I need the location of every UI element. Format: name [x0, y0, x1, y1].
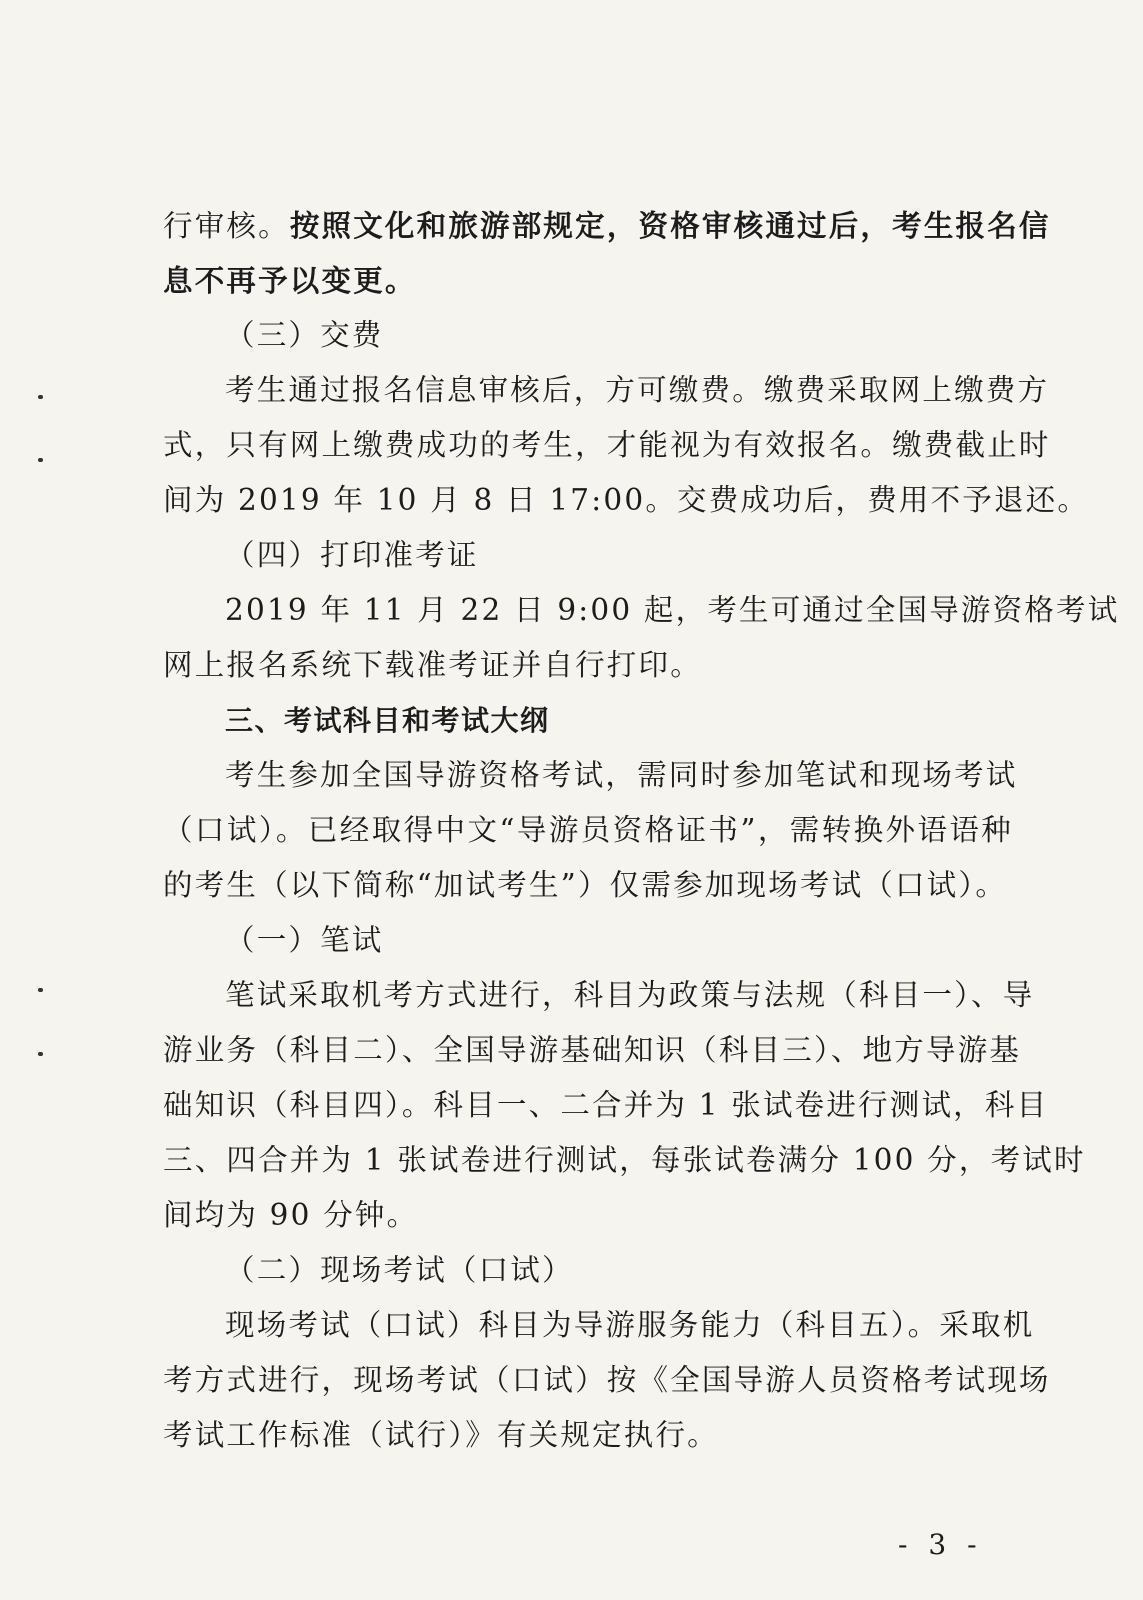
paragraph-line: 式，只有网上缴费成功的考生，才能视为有效报名。缴费截止时: [163, 428, 1051, 462]
paragraph-line: 网上报名系统下载准考证并自行打印。: [163, 648, 702, 682]
margin-mark: [38, 1052, 43, 1056]
paragraph-line: 间为 2019 年 10 月 8 日 17:00。交费成功后，费用不予退还。: [163, 483, 1090, 517]
paragraph-line: 笔试采取机考方式进行，科目为政策与法规（科目一）、导: [225, 978, 1035, 1012]
section-title-written: （一）笔试: [225, 923, 384, 957]
heading-exam-subjects: 三、考试科目和考试大纲: [225, 704, 550, 737]
section-title-print: （四）打印准考证: [225, 538, 479, 572]
paragraph-line: 现场考试（口试）科目为导游服务能力（科目五）。采取机: [225, 1308, 1035, 1342]
paragraph-line: 息不再予以变更。: [163, 263, 417, 298]
text-span: 行审核。: [163, 209, 290, 243]
margin-mark: [38, 395, 43, 399]
margin-mark: [38, 988, 43, 992]
paragraph-line: 考生通过报名信息审核后，方可缴费。缴费采取网上缴费方: [225, 373, 1050, 407]
section-title-oral: （二）现场考试（口试）: [225, 1253, 574, 1287]
paragraph-line: 间均为 90 分钟。: [163, 1198, 419, 1232]
paragraph-line: （口试）。已经取得中文“导游员资格证书”，需转换外语语种: [163, 813, 1013, 847]
paragraph-line: 考生参加全国导游资格考试，需同时参加笔试和现场考试: [225, 758, 1018, 792]
paragraph-line: 础知识（科目四）。科目一、二合并为 1 张试卷进行测试，科目: [163, 1088, 1049, 1122]
paragraph-line: 三、四合并为 1 张试卷进行测试，每张试卷满分 100 分，考试时: [163, 1143, 1086, 1177]
paragraph-line: 游业务（科目二）、全国导游基础知识（科目三）、地方导游基: [163, 1033, 1022, 1067]
bold-text: 按照文化和旅游部规定，资格审核通过后，考生报名信: [289, 208, 1051, 243]
paragraph-line: [163, 198, 1051, 253]
paragraph-line: 考试工作标准（试行）》有关规定执行。: [163, 1418, 719, 1452]
margin-mark: [38, 458, 43, 462]
section-title-fee: （三）交费: [225, 318, 384, 352]
document-body: [163, 198, 1120, 1463]
page-number: - 3 -: [898, 1528, 983, 1561]
paragraph-line: 2019 年 11 月 22 日 9:00 起，考生可通过全国导游资格考试: [225, 593, 1120, 627]
paragraph-line: 的考生（以下简称“加试考生”）仅需参加现场考试（口试）。: [163, 868, 1008, 902]
paragraph-line: 考方式进行，现场考试（口试）按《全国导游人员资格考试现场: [163, 1363, 1051, 1397]
